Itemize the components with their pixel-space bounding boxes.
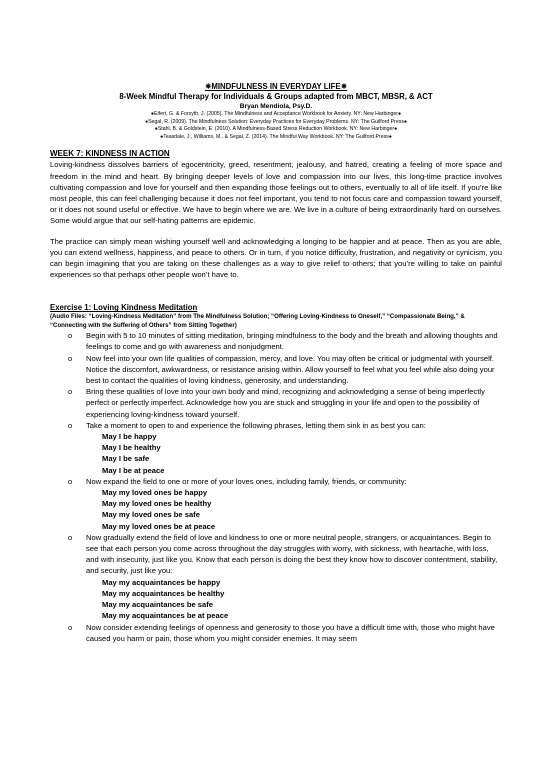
- affirmation-phrase: May I be safe: [102, 454, 150, 464]
- step-text: Now expand the field to one or more of your loves ones, including family, friends, or community:: [86, 476, 407, 486]
- reference-line: ●Segal, R. (2009). The Mindfulness Solution: Everyday Practices for Everyday Problems. NY: The Guilford Press●: [144, 118, 408, 125]
- affirmation-phrase: May my acquaintances be happy: [102, 577, 221, 587]
- step-text: Now feel into your own life qualities of compassion, mercy, and love. You may often be critical or judgmental with yourself. Notice the discomfort, awkwardness, or resistance arising within. Allow yourself to feel what you feel while also doing your best to contact the qualities of loving kindness, generosity, and understanding.: [86, 353, 495, 386]
- affirmation-phrase: May I be healthy: [102, 443, 161, 453]
- affirmation-phrases: [86, 577, 502, 622]
- bullet-marker: o: [68, 420, 73, 430]
- document-header: [50, 82, 502, 141]
- affirmation-phrase: May my loved ones be happy: [102, 488, 208, 498]
- affirmation-phrase: May my loved ones be at peace: [102, 521, 216, 531]
- bullet-marker: o: [68, 331, 73, 341]
- document-subtitle: 8-Week Mindful Therapy for Individuals & Groups adapted from MBCT, MBSR, & ACT: [119, 92, 433, 101]
- affirmation-phrase: May my loved ones be safe: [102, 510, 200, 520]
- exercise-step: [68, 420, 502, 476]
- reference-line: ●Teasdale, J., Williams, M., & Segal, Z. (2014). The Mindful Way Workbook. NY: The Guilford Press●: [160, 133, 392, 140]
- affirmation-phrase: May my acquaintances be at peace: [102, 611, 229, 621]
- bullet-marker: o: [68, 387, 73, 397]
- affirmation-phrase: May I be happy: [102, 432, 157, 442]
- exercise-step: [68, 386, 502, 420]
- exercise-step: [68, 622, 502, 644]
- affirmation-phrases: [86, 431, 502, 476]
- affirmation-phrase: May my acquaintances be healthy: [102, 588, 225, 598]
- affirmation-phrase: May I be at peace: [102, 465, 165, 475]
- step-text: Bring these qualities of love into your own body and mind, recognizing and acknowledging a sense of being imperfectly perfect or perfectly imperfect. Acknowledge how you are stuck and struggling in your life and open to the possibility of experiencing loving-kindness toward yourself.: [86, 387, 485, 419]
- exercise-step: [68, 532, 502, 622]
- bullet-marker: o: [68, 532, 73, 542]
- step-text: Take a moment to open to and experience the following phrases, letting them sink in as best you can:: [86, 420, 426, 430]
- affirmation-phrase: May my acquaintances be safe: [102, 600, 214, 610]
- affirmation-phrase: May my loved ones be healthy: [102, 499, 212, 509]
- exercise-step: [68, 330, 502, 352]
- step-text: Begin with 5 to 10 minutes of sitting meditation, bringing mindfulness to the body and the breath and allowing thoughts and feelings to come and go with awareness and nonjudgment.: [86, 331, 498, 352]
- reference-line: ●Stahl, B. & Goldstein, E. (2010). A Mindfulness-Based Stress Reduction Workbook. NY: New Harbinger●: [154, 126, 398, 133]
- bullet-marker: o: [68, 622, 73, 632]
- exercise-step: [68, 353, 502, 387]
- affirmation-phrases: [86, 487, 502, 532]
- step-text: Now gradually extend the field of love and kindness to one or more neutral people, strangers, or acquaintances. Begin to see that each person you come across throughout the day struggles with worry, with sickness, with heartache, with loss, and with insecurity, just like you. Know that each person is doing the best they know how to discover contentment, stability, and security, just like you:: [86, 532, 498, 576]
- reference-line: ●Eifert, G. & Forsyth, J. (2005). The Mindfulness and Acceptance Workbook for Anxiety. NY: New Harbinger●: [150, 111, 402, 117]
- body-paragraph: Loving-kindness dissolves barriers of egocentricity, greed, resentment, jealousy, and hatred, creating a feeling of more space and freedom in the mind and heart. By bringing deeper levels of love and compassion into our lives, this long-time practice involves cultivating compassion and love for yourself and then expanding those feelings out to others, eventually to all of life itself. If you’re like most people, this can feel challenging because it does not feel important, you tend to not focus care and compassion toward yourself, or it does not sound useful or effective. We have to begin where we are. We live in a culture of being extraordinarily hard on ourselves. Some would argue that our self-hating patterns are epidemic.: [50, 160, 502, 226]
- audio-files-note: (Audio Files: “Loving-Kindness Meditation” from The Mindfulness Solution; “Offering Loving-Kindness to Oneself,” “Compassionate Being,” & “Connecting with the Suffering of Others” from Sitting Together): [50, 313, 465, 329]
- references-list: [50, 111, 502, 141]
- section-heading: WEEK 7: KINDNESS IN ACTION: [50, 149, 170, 159]
- step-text: Now consider extending feelings of openness and generosity to those you have a difficult time with, those who might have caused you harm or pain, those whom you might consider enemies. It may seem: [86, 622, 495, 643]
- exercise-step: [68, 476, 502, 532]
- author-name: Bryan Mendiola, Psy.D.: [239, 103, 313, 110]
- exercise-title: Exercise 1: Loving Kindness Meditation: [50, 303, 198, 313]
- exercise-steps-list: [50, 330, 502, 644]
- bullet-marker: o: [68, 353, 73, 363]
- body-paragraph: The practice can simply mean wishing yourself well and acknowledging a longing to be happier and at peace. Then as you are able, you can extend wellness, happiness, and peace to others. Or in turn, if you notice difficulty, frustration, and negativity or cynicism, you can begin imagining that you are taking on these challenges as a way to give relief to others; that you’re willing to take on painful experiences so that perhaps other people won’t have to.: [50, 236, 502, 280]
- document-title: ✷MINDFULNESS IN EVERYDAY LIFE✷: [204, 82, 348, 91]
- bullet-marker: o: [68, 476, 73, 486]
